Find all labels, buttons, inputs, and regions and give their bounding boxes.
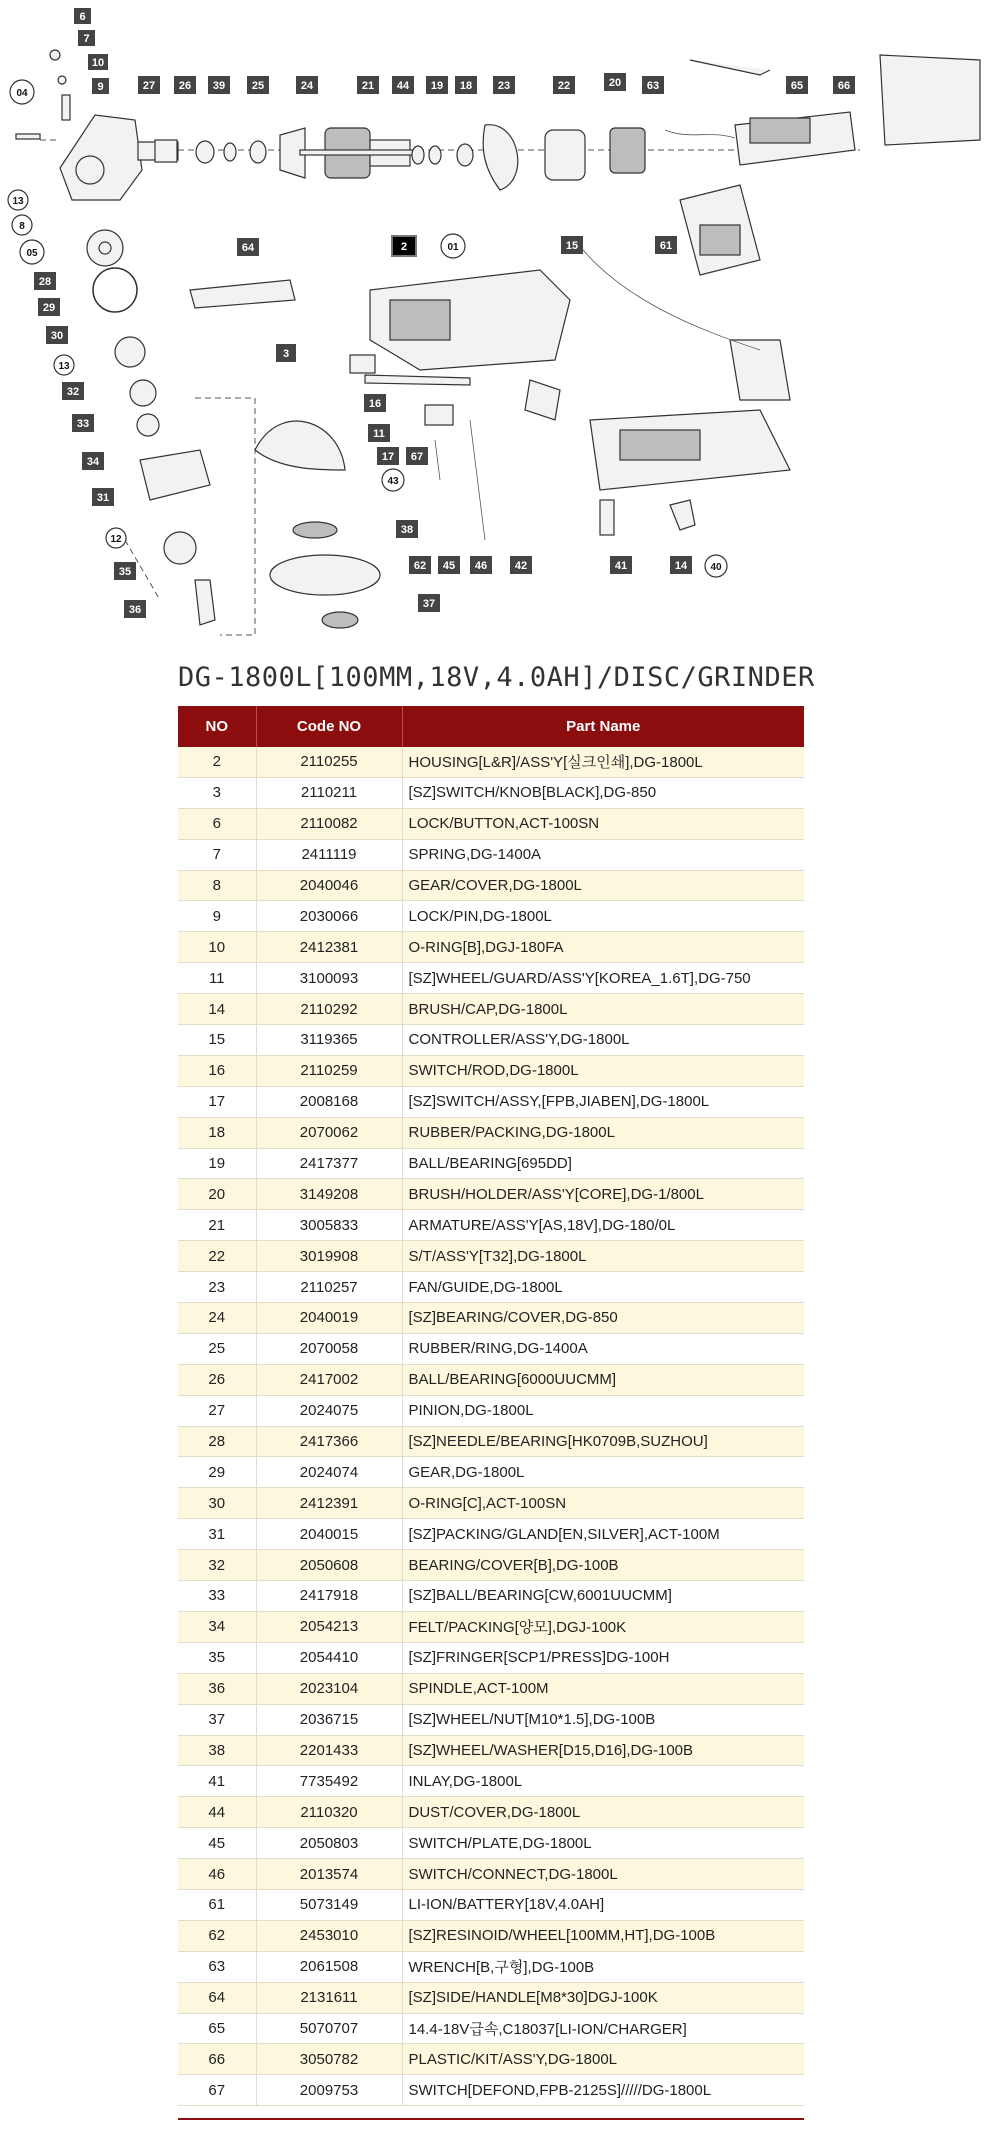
table-row: [178, 1642, 804, 1673]
cell-code-no: 2054213: [256, 1611, 402, 1642]
svg-text:42: 42: [514, 560, 528, 572]
cell-code-no: 2040015: [256, 1519, 402, 1550]
svg-text:16: 16: [368, 398, 382, 410]
cell-no: 10: [178, 932, 256, 963]
document-title: DG-1800L[100MM,18V,4.0AH]/DISC/GRINDER: [178, 662, 815, 693]
cell-part-name: [SZ]SWITCH/KNOB[BLACK],DG-850: [402, 777, 804, 808]
cell-no: 45: [178, 1828, 256, 1859]
svg-text:25: 25: [251, 80, 265, 92]
cell-code-no: 3005833: [256, 1210, 402, 1241]
table-row: [178, 1982, 804, 2013]
cell-part-name: PLASTIC/KIT/ASS'Y,DG-1800L: [402, 2044, 804, 2075]
table-row: [178, 1426, 804, 1457]
cell-no: 63: [178, 1951, 256, 1982]
armature-drawing: [300, 128, 420, 178]
svg-text:27: 27: [142, 80, 156, 92]
cell-part-name: 14.4-18V급속,C18037[LI-ION/CHARGER]: [402, 2013, 804, 2044]
cell-no: 27: [178, 1395, 256, 1426]
svg-text:34: 34: [86, 456, 100, 468]
svg-text:6: 6: [79, 11, 86, 23]
svg-text:26: 26: [178, 80, 192, 92]
header-part-name: Part Name: [402, 706, 804, 747]
cell-no: 37: [178, 1704, 256, 1735]
header-no: NO: [178, 706, 256, 747]
cell-no: 9: [178, 901, 256, 932]
cell-no: 67: [178, 2075, 256, 2106]
table-row: [178, 1055, 804, 1086]
battery-drawing: [680, 185, 760, 275]
table-row: [178, 1303, 804, 1334]
cell-part-name: BEARING/COVER[B],DG-100B: [402, 1550, 804, 1581]
table-row: [178, 1797, 804, 1828]
svg-text:61: 61: [659, 240, 673, 252]
table-row: [178, 1210, 804, 1241]
table-row: [178, 963, 804, 994]
cell-code-no: 2070062: [256, 1117, 402, 1148]
table-row: [178, 747, 804, 777]
cell-part-name: LOCK/PIN,DG-1800L: [402, 901, 804, 932]
cell-code-no: 2009753: [256, 2075, 402, 2106]
cell-no: 3: [178, 777, 256, 808]
table-row: [178, 1951, 804, 1982]
svg-text:63: 63: [646, 80, 660, 92]
svg-text:41: 41: [614, 560, 628, 572]
svg-text:32: 32: [66, 386, 80, 398]
cell-part-name: GEAR,DG-1800L: [402, 1457, 804, 1488]
table-row: [178, 1333, 804, 1364]
cell-code-no: 2050803: [256, 1828, 402, 1859]
cell-code-no: 2024074: [256, 1457, 402, 1488]
cell-no: 22: [178, 1241, 256, 1272]
cell-part-name: [SZ]SWITCH/ASSY,[FPB,JIABEN],DG-1800L: [402, 1086, 804, 1117]
svg-text:9: 9: [97, 81, 104, 93]
cell-code-no: 2040019: [256, 1303, 402, 1334]
svg-text:19: 19: [430, 80, 444, 92]
svg-text:66: 66: [837, 80, 851, 92]
cell-part-name: SPRING,DG-1400A: [402, 839, 804, 870]
cell-no: 7: [178, 839, 256, 870]
cell-part-name: [SZ]BEARING/COVER,DG-850: [402, 1303, 804, 1334]
parts-table-body: [178, 747, 804, 2106]
svg-text:30: 30: [50, 330, 64, 342]
cell-part-name: SWITCH/PLATE,DG-1800L: [402, 1828, 804, 1859]
svg-text:8: 8: [19, 221, 25, 232]
cell-part-name: O-RING[B],DGJ-180FA: [402, 932, 804, 963]
cell-no: 46: [178, 1859, 256, 1890]
cell-no: 6: [178, 808, 256, 839]
table-row: [178, 1272, 804, 1303]
svg-text:13: 13: [58, 361, 70, 372]
table-row: [178, 1148, 804, 1179]
table-row: [178, 1117, 804, 1148]
cell-code-no: 2110320: [256, 1797, 402, 1828]
cell-code-no: 2061508: [256, 1951, 402, 1982]
cell-no: 21: [178, 1210, 256, 1241]
table-row: [178, 1086, 804, 1117]
svg-text:04: 04: [16, 88, 28, 99]
cell-part-name: [SZ]WHEEL/GUARD/ASS'Y[KOREA_1.6T],DG-750: [402, 963, 804, 994]
svg-text:29: 29: [42, 302, 56, 314]
cell-code-no: 3019908: [256, 1241, 402, 1272]
cell-part-name: BALL/BEARING[695DD]: [402, 1148, 804, 1179]
cell-code-no: 3100093: [256, 963, 402, 994]
cell-code-no: 2417366: [256, 1426, 402, 1457]
cell-no: 66: [178, 2044, 256, 2075]
table-row: [178, 1828, 804, 1859]
cell-no: 33: [178, 1581, 256, 1612]
cell-no: 2: [178, 747, 256, 777]
cell-code-no: 2411119: [256, 839, 402, 870]
table-bottom-rule: [178, 2118, 804, 2120]
cell-part-name: [SZ]WHEEL/NUT[M10*1.5],DG-100B: [402, 1704, 804, 1735]
table-row: [178, 1395, 804, 1426]
table-row: [178, 1364, 804, 1395]
cell-part-name: SWITCH/CONNECT,DG-1800L: [402, 1859, 804, 1890]
svg-text:46: 46: [474, 560, 488, 572]
cell-code-no: 7735492: [256, 1766, 402, 1797]
cell-code-no: 2417918: [256, 1581, 402, 1612]
cell-part-name: FAN/GUIDE,DG-1800L: [402, 1272, 804, 1303]
table-row: [178, 1025, 804, 1056]
cell-code-no: 2036715: [256, 1704, 402, 1735]
cell-part-name: [SZ]NEEDLE/BEARING[HK0709B,SUZHOU]: [402, 1426, 804, 1457]
cell-code-no: 2024075: [256, 1395, 402, 1426]
table-row: [178, 1673, 804, 1704]
charger-drawing: [665, 112, 855, 165]
table-row: [178, 1519, 804, 1550]
cell-part-name: [SZ]FRINGER[SCP1/PRESS]DG-100H: [402, 1642, 804, 1673]
cell-part-name: PINION,DG-1800L: [402, 1395, 804, 1426]
svg-text:64: 64: [241, 242, 255, 254]
svg-text:45: 45: [442, 560, 456, 572]
cell-part-name: INLAY,DG-1800L: [402, 1766, 804, 1797]
cell-code-no: 2070058: [256, 1333, 402, 1364]
cell-code-no: 3050782: [256, 2044, 402, 2075]
cell-no: 18: [178, 1117, 256, 1148]
cell-no: 41: [178, 1766, 256, 1797]
svg-text:17: 17: [381, 451, 395, 463]
cell-no: 65: [178, 2013, 256, 2044]
exploded-parts-diagram: [0, 0, 987, 650]
parts-table: [178, 706, 804, 2106]
cell-no: 64: [178, 1982, 256, 2013]
table-row: [178, 1550, 804, 1581]
table-row: [178, 1611, 804, 1642]
svg-text:05: 05: [26, 248, 38, 259]
table-row: [178, 1488, 804, 1519]
cell-part-name: SPINDLE,ACT-100M: [402, 1673, 804, 1704]
cell-code-no: 2040046: [256, 870, 402, 901]
cell-no: 61: [178, 1889, 256, 1920]
table-row: [178, 1704, 804, 1735]
table-row: [178, 1766, 804, 1797]
cell-code-no: 2050608: [256, 1550, 402, 1581]
cell-no: 24: [178, 1303, 256, 1334]
cell-code-no: 2417377: [256, 1148, 402, 1179]
svg-text:10: 10: [91, 57, 105, 69]
svg-text:40: 40: [710, 562, 722, 573]
cell-code-no: 2131611: [256, 1982, 402, 2013]
table-row: [178, 932, 804, 963]
table-row: [178, 1735, 804, 1766]
svg-text:43: 43: [387, 476, 399, 487]
table-row: [178, 870, 804, 901]
cell-no: 36: [178, 1673, 256, 1704]
cell-code-no: 2023104: [256, 1673, 402, 1704]
cell-part-name: BRUSH/CAP,DG-1800L: [402, 994, 804, 1025]
cell-code-no: 2110211: [256, 777, 402, 808]
cell-code-no: 5070707: [256, 2013, 402, 2044]
table-row: [178, 1457, 804, 1488]
cell-no: 62: [178, 1920, 256, 1951]
cell-code-no: 3149208: [256, 1179, 402, 1210]
cell-no: 38: [178, 1735, 256, 1766]
cell-part-name: CONTROLLER/ASS'Y,DG-1800L: [402, 1025, 804, 1056]
cell-code-no: 2412381: [256, 932, 402, 963]
svg-text:39: 39: [212, 80, 226, 92]
table-row: [178, 1920, 804, 1951]
svg-text:15: 15: [565, 240, 579, 252]
cell-no: 28: [178, 1426, 256, 1457]
cell-no: 34: [178, 1611, 256, 1642]
svg-text:31: 31: [96, 492, 110, 504]
svg-text:2: 2: [400, 241, 408, 253]
cell-part-name: GEAR/COVER,DG-1800L: [402, 870, 804, 901]
cell-code-no: 2013574: [256, 1859, 402, 1890]
cell-code-no: 3119365: [256, 1025, 402, 1056]
svg-text:7: 7: [83, 33, 90, 45]
table-row: [178, 1889, 804, 1920]
svg-text:13: 13: [12, 196, 24, 207]
table-row: [178, 1179, 804, 1210]
svg-text:37: 37: [422, 598, 436, 610]
cell-no: 35: [178, 1642, 256, 1673]
cell-part-name: RUBBER/PACKING,DG-1800L: [402, 1117, 804, 1148]
cell-no: 15: [178, 1025, 256, 1056]
cell-part-name: DUST/COVER,DG-1800L: [402, 1797, 804, 1828]
cell-no: 20: [178, 1179, 256, 1210]
cell-no: 23: [178, 1272, 256, 1303]
cell-code-no: 2030066: [256, 901, 402, 932]
svg-text:18: 18: [459, 80, 473, 92]
cell-part-name: WRENCH[B,구형],DG-100B: [402, 1951, 804, 1982]
svg-text:20: 20: [608, 77, 622, 89]
cell-code-no: 2110082: [256, 808, 402, 839]
svg-text:67: 67: [410, 451, 424, 463]
svg-text:33: 33: [76, 418, 90, 430]
cell-code-no: 2054410: [256, 1642, 402, 1673]
cell-no: 44: [178, 1797, 256, 1828]
cell-part-name: SWITCH/ROD,DG-1800L: [402, 1055, 804, 1086]
svg-text:23: 23: [497, 80, 511, 92]
cell-no: 16: [178, 1055, 256, 1086]
cell-code-no: 2110255: [256, 747, 402, 777]
cell-part-name: [SZ]PACKING/GLAND[EN,SILVER],ACT-100M: [402, 1519, 804, 1550]
cell-code-no: 2008168: [256, 1086, 402, 1117]
table-row: [178, 839, 804, 870]
cell-part-name: BALL/BEARING[6000UUCMM]: [402, 1364, 804, 1395]
cell-code-no: 5073149: [256, 1889, 402, 1920]
svg-text:22: 22: [557, 80, 571, 92]
cell-code-no: 2412391: [256, 1488, 402, 1519]
cell-no: 30: [178, 1488, 256, 1519]
cell-part-name: ARMATURE/ASS'Y[AS,18V],DG-180/0L: [402, 1210, 804, 1241]
svg-text:01: 01: [447, 242, 459, 253]
cell-no: 17: [178, 1086, 256, 1117]
cell-no: 11: [178, 963, 256, 994]
svg-text:12: 12: [110, 534, 122, 545]
cell-no: 26: [178, 1364, 256, 1395]
table-row: [178, 994, 804, 1025]
svg-text:38: 38: [400, 524, 414, 536]
svg-text:14: 14: [674, 560, 688, 572]
table-row: [178, 1581, 804, 1612]
table-row: [178, 777, 804, 808]
cell-part-name: [SZ]SIDE/HANDLE[M8*30]DGJ-100K: [402, 1982, 804, 2013]
cell-part-name: S/T/ASS'Y[T32],DG-1800L: [402, 1241, 804, 1272]
cell-part-name: O-RING[C],ACT-100SN: [402, 1488, 804, 1519]
cell-no: 8: [178, 870, 256, 901]
cell-no: 14: [178, 994, 256, 1025]
svg-text:11: 11: [373, 428, 385, 440]
cell-no: 31: [178, 1519, 256, 1550]
cell-part-name: [SZ]RESINOID/WHEEL[100MM,HT],DG-100B: [402, 1920, 804, 1951]
table-row: [178, 808, 804, 839]
cell-part-name: RUBBER/RING,DG-1400A: [402, 1333, 804, 1364]
cell-no: 29: [178, 1457, 256, 1488]
cell-part-name: BRUSH/HOLDER/ASS'Y[CORE],DG-1/800L: [402, 1179, 804, 1210]
housing-drawing: [370, 270, 570, 370]
header-code-no: Code NO: [256, 706, 402, 747]
cell-no: 19: [178, 1148, 256, 1179]
cell-no: 32: [178, 1550, 256, 1581]
table-row: [178, 901, 804, 932]
cell-part-name: LOCK/BUTTON,ACT-100SN: [402, 808, 804, 839]
svg-text:36: 36: [128, 604, 142, 616]
table-row: [178, 2013, 804, 2044]
svg-text:24: 24: [300, 80, 314, 92]
svg-text:62: 62: [413, 560, 427, 572]
svg-text:44: 44: [396, 80, 410, 92]
svg-text:35: 35: [118, 566, 132, 578]
table-row: [178, 1859, 804, 1890]
cell-part-name: [SZ]BALL/BEARING[CW,6001UUCMM]: [402, 1581, 804, 1612]
svg-text:28: 28: [38, 276, 52, 288]
svg-text:21: 21: [361, 80, 375, 92]
cell-code-no: 2110259: [256, 1055, 402, 1086]
cell-part-name: [SZ]WHEEL/WASHER[D15,D16],DG-100B: [402, 1735, 804, 1766]
table-row: [178, 1241, 804, 1272]
cell-code-no: 2417002: [256, 1364, 402, 1395]
cell-part-name: LI-ION/BATTERY[18V,4.0AH]: [402, 1889, 804, 1920]
svg-text:65: 65: [790, 80, 804, 92]
table-row: [178, 2075, 804, 2106]
table-row: [178, 2044, 804, 2075]
cell-part-name: HOUSING[L&R]/ASS'Y[실크인쇄],DG-1800L: [402, 747, 804, 777]
cell-part-name: FELT/PACKING[양모],DGJ-100K: [402, 1611, 804, 1642]
svg-text:3: 3: [282, 348, 290, 360]
cell-code-no: 2110292: [256, 994, 402, 1025]
cell-code-no: 2201433: [256, 1735, 402, 1766]
cell-code-no: 2110257: [256, 1272, 402, 1303]
table-header-row: [178, 706, 804, 747]
motor-housing-drawing: [590, 410, 790, 490]
cell-part-name: SWITCH[DEFOND,FPB-2125S]/////DG-1800L: [402, 2075, 804, 2106]
cell-no: 25: [178, 1333, 256, 1364]
cell-code-no: 2453010: [256, 1920, 402, 1951]
